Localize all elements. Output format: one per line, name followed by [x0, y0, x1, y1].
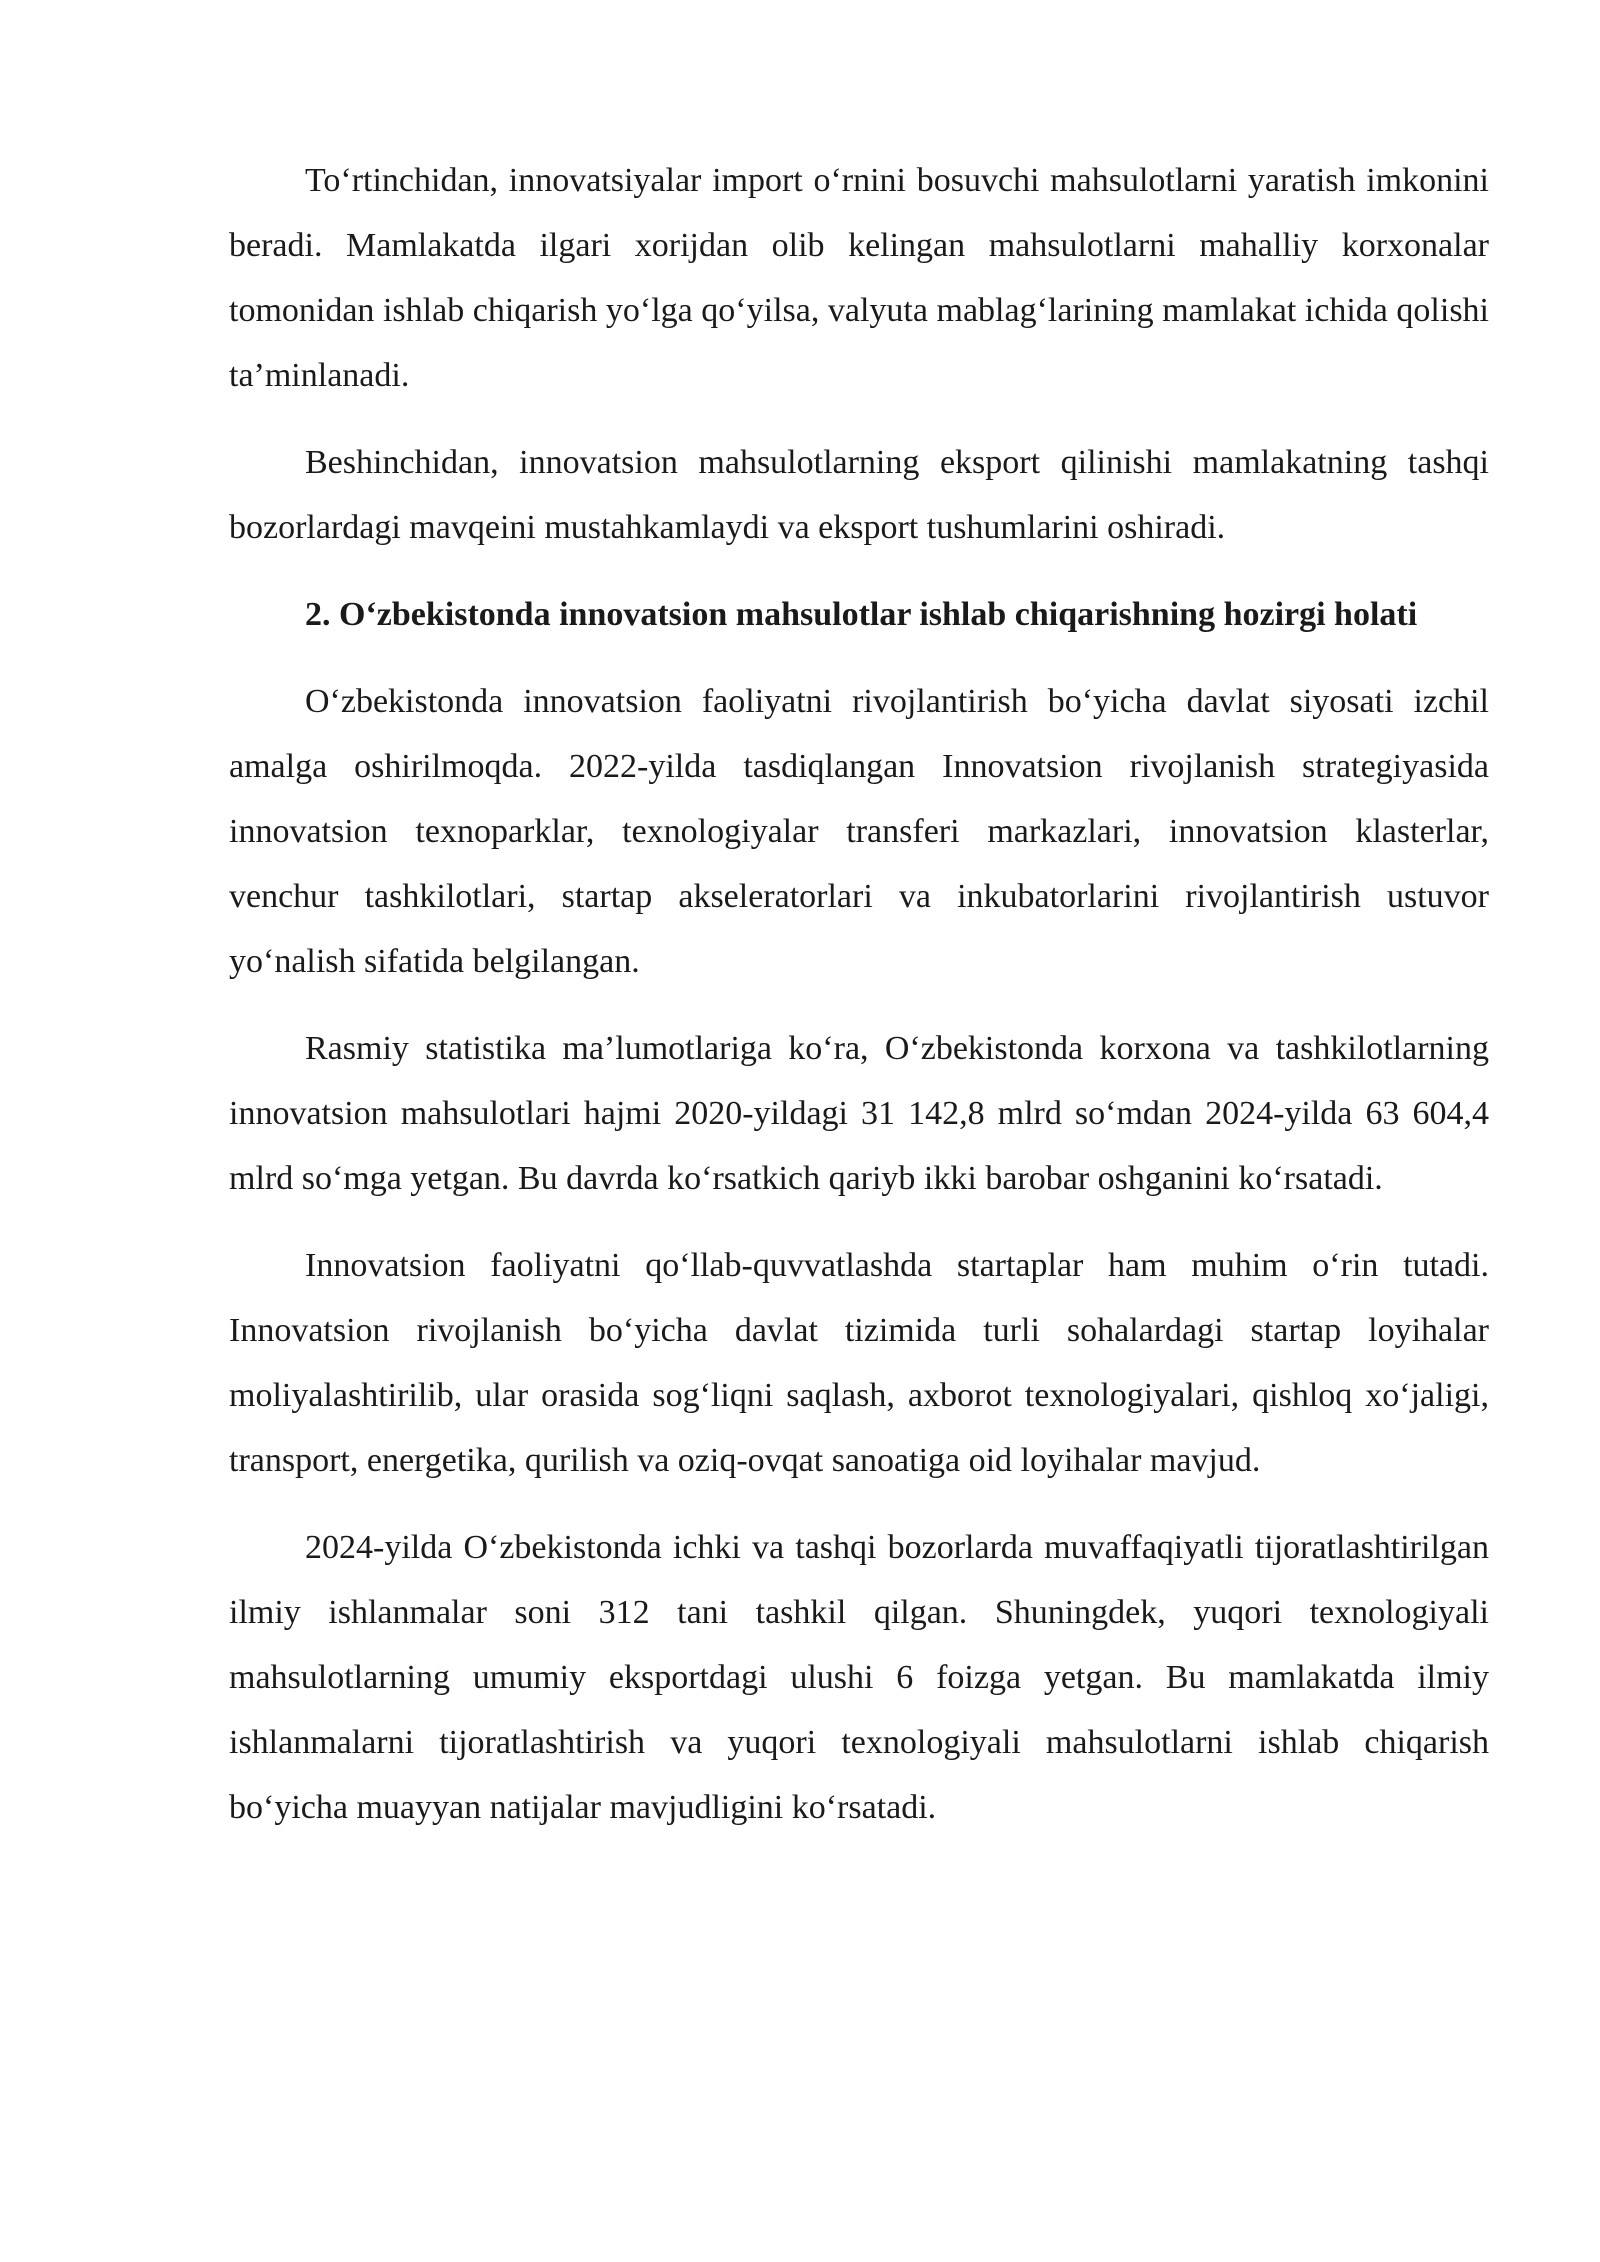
document-page	[229, 148, 1489, 1862]
section-heading: 2. O‘zbekistonda innovatsion mahsulotlar ishlab chiqarishning hozirgi holati	[305, 596, 1418, 633]
paragraph-import-substitution: To‘rtinchidan, innovatsiyalar import o‘rnini bosuvchi mahsulotlarni yaratish imkonini beradi. Mamlakatda ilgari xorijdan olib kelingan mahsulotlarni mahalliy korxonalar tomonidan ishlab chiqarish yo‘lga qo‘yilsa, valyuta mablag‘larining mamlakat ichida qolishi ta’minlanadi.	[229, 162, 1489, 394]
paragraph-commercialization: 2024-yilda O‘zbekistonda ichki va tashqi bozorlarda muvaffaqiyatli tijoratlashtirilgan ilmiy ishlanmalar soni 312 tani tashkil qilgan. Shuningdek, yuqori texnologiyali mahsulotlarning umumiy eksportdagi ulushi 6 foizga yetgan. Bu mamlakatda ilmiy ishlanmalarni tijoratlashtirish va yuqori texnologiyali mahsulotlarni ishlab chiqarish bo‘yicha muayyan natijalar mavjudligini ko‘rsatadi.	[229, 1529, 1489, 1826]
paragraph-statistics: Rasmiy statistika ma’lumotlariga ko‘ra, O‘zbekistonda korxona va tashkilotlarning innovatsion mahsulotlari hajmi 2020-yildagi 31 142,8 mlrd so‘mdan 2024-yilda 63 604,4 mlrd so‘mga yetgan. Bu davrda ko‘rsatkich qariyb ikki barobar oshganini ko‘rsatadi.	[229, 1030, 1489, 1197]
paragraph-startups: Innovatsion faoliyatni qo‘llab-quvvatlashda startaplar ham muhim o‘rin tutadi. Innovatsion rivojlanish bo‘yicha davlat tizimida turli sohalardagi startap loyihalar moliyalashtirilib, ular orasida sog‘liqni saqlash, axborot texnologiyalari, qishloq xo‘jaligi, transport, energetika, qurilish va oziq-ovqat sanoatiga oid loyihalar mavjud.	[229, 1247, 1489, 1479]
paragraph-export: Beshinchidan, innovatsion mahsulotlarning eksport qilinishi mamlakatning tashqi bozorlardagi mavqeini mustahkamlaydi va eksport tushumlarini oshiradi.	[229, 444, 1489, 546]
paragraph-state-policy: O‘zbekistonda innovatsion faoliyatni rivojlantirish bo‘yicha davlat siyosati izchil amalga oshirilmoqda. 2022-yilda tasdiqlangan Innovatsion rivojlanish strategiyasida innovatsion texnoparklar, texnologiyalar transferi markazlari, innovatsion klasterlar, venchur tashkilotlari, startap akseleratorlari va inkubatorlarini rivojlantirish ustuvor yo‘nalish sifatida belgilangan.	[229, 683, 1489, 980]
